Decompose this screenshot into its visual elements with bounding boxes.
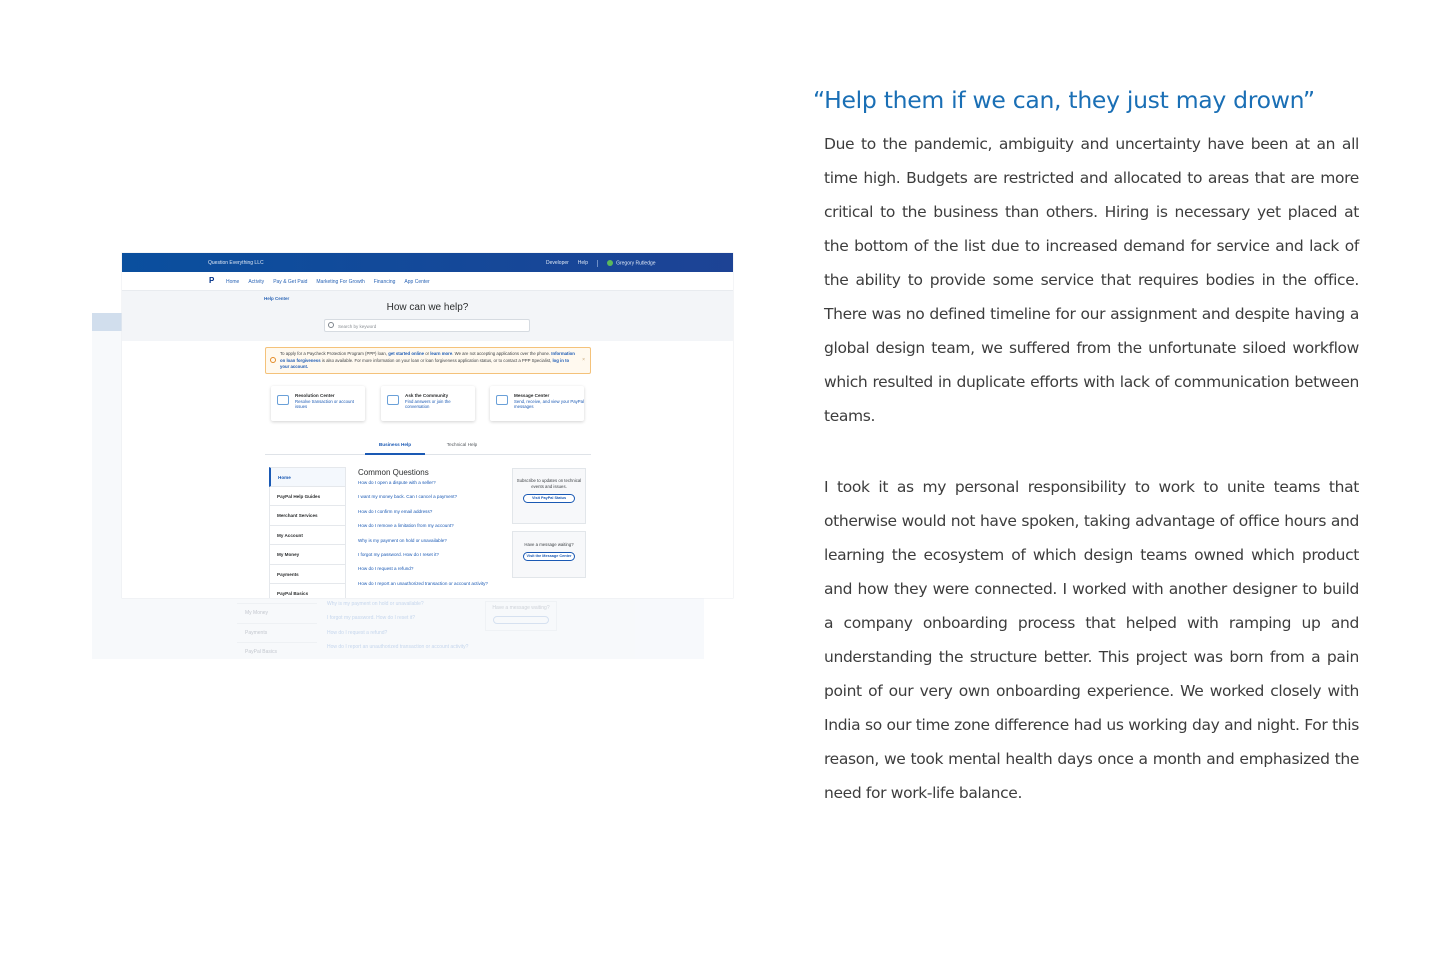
nav-items	[226, 279, 430, 285]
card-desc: Find answers or join the conversation	[405, 398, 451, 409]
question-link[interactable]: I want my money back. Can I cancel a payment?	[358, 494, 458, 500]
question-link[interactable]: Why is my payment on hold or unavailable?	[358, 537, 447, 543]
help-title: How can we help?	[386, 302, 469, 313]
user-name: Gregory Rutledge	[616, 260, 656, 267]
nav-home[interactable]: Home	[226, 279, 240, 285]
card-desc: Resolve transaction or account issues	[295, 398, 354, 409]
sidebar-item-paypal-basics[interactable]: PayPal Basics	[269, 584, 346, 598]
alert-text: is also available. For more information on your loan or loan forgiveness application status, or to contact a PPP Specialist,	[320, 357, 553, 363]
sidebar-item-home[interactable]: Home	[269, 467, 346, 487]
reflection-question: How do I request a refund?	[327, 629, 388, 636]
message-icon	[496, 395, 508, 405]
reflection-sidebar-item: My Money	[237, 603, 317, 623]
sidebar-item-merchant-services[interactable]: Merchant Services	[269, 506, 346, 526]
article-paragraph: Due to the pandemic, ambiguity and uncertainty have been at an all time high. Budgets are restricted and allocated to areas that are more critical to the business than others. Hiring is necessary yet placed at the bottom of the list due to increased demand for service and lack of the ability to provide some service that requires bodies in the office. There was no defined timeline for our assignment and despite having a global design team, we suffered from the unfortunate siloed workflow which resulted in duplicate efforts with lack of communication between teams.	[824, 135, 1359, 425]
nav-app-center[interactable]: App Center	[404, 279, 430, 285]
avatar	[607, 260, 613, 266]
reflection-question: Why is my payment on hold or unavailable?	[327, 601, 424, 607]
question-link[interactable]: How do I request a refund?	[358, 566, 414, 572]
question-link[interactable]: How do I open a dispute with a seller?	[358, 480, 436, 485]
tab-technical-help[interactable]: Technical Help	[446, 442, 478, 447]
common-questions-heading: Common Questions	[358, 468, 429, 477]
visit-paypal-status-button[interactable]: Visit PayPal Status	[523, 494, 575, 503]
paypal-top-bar	[122, 253, 733, 272]
get-started-link[interactable]: get started online	[388, 351, 425, 356]
tab-business-help[interactable]: Business Help	[365, 442, 425, 455]
reflection-message-card	[485, 601, 557, 631]
alert-text: or	[424, 351, 431, 356]
log-in-link[interactable]: log in to your account.	[280, 357, 570, 369]
card-title: Resolution Center	[295, 393, 335, 398]
sidebar-item-help-guides[interactable]: PayPal Help Guides	[269, 487, 346, 507]
reflection-questions	[327, 601, 468, 659]
search-input[interactable]	[324, 319, 530, 332]
alert-text: To apply for a Paycheck Protection Program (PPP) loan,	[280, 351, 389, 356]
reflection-sidebar	[237, 603, 317, 659]
chat-icon	[277, 395, 289, 405]
question-link[interactable]: How do I remove a limitation from my account?	[358, 523, 454, 529]
paypal-main-nav	[122, 272, 733, 291]
paypal-status-card	[512, 468, 586, 524]
bulb-icon	[387, 395, 399, 405]
message-center-card[interactable]	[490, 386, 584, 421]
ppp-alert-banner	[265, 347, 591, 374]
warning-icon	[270, 357, 276, 363]
ask-community-card[interactable]	[381, 386, 475, 421]
paypal-logo-icon[interactable]: P	[209, 276, 215, 285]
reflection-message-button	[493, 616, 549, 624]
breadcrumb[interactable]: Help Center	[264, 296, 290, 301]
question-link[interactable]: I forgot my password. How do I reset it?	[358, 551, 439, 557]
card-desc: Send, receive, and view your PayPal messages	[514, 398, 584, 409]
common-questions	[358, 468, 508, 595]
nav-financing[interactable]: Financing	[373, 279, 396, 285]
help-tabs	[265, 438, 591, 455]
resolution-center-card[interactable]	[271, 386, 365, 421]
search-icon	[328, 322, 334, 328]
card-title: Ask the Community	[405, 393, 449, 398]
reflection-message-text: Have a message waiting?	[492, 605, 550, 611]
company-name: Question Everything LLC	[208, 259, 264, 266]
reflection-question: How do I report an unauthorized transaction or account activity?	[327, 644, 469, 651]
card-title: Message Center	[514, 393, 550, 398]
status-card-text: Subscribe to updates on technical events and issues.	[516, 478, 582, 489]
reflection-question: I forgot my password. How do I reset it?	[327, 615, 416, 622]
top-bar-links	[546, 260, 656, 267]
article-paragraph: I took it as my personal responsibility to work to unite teams that otherwise would not have spoken, taking advantage of office hours and learning the ecosystem of which design teams owned which product and how they were connected. I worked with another designer to build a company onboarding process that helped with ramping up and understanding the structure better. This project was born from a pain point of our very own onboarding experience. We worked closely with India so our time zone difference had us working day and night. For this reason, we took mental health days once a month and emphasized the need for work-life balance.	[824, 478, 1359, 802]
developer-link[interactable]: Developer	[546, 260, 569, 266]
learn-more-link[interactable]: learn more	[430, 351, 453, 356]
reflection-accent	[92, 313, 122, 331]
message-waiting-card	[512, 531, 586, 578]
search-placeholder: Search by keyword	[338, 323, 377, 329]
nav-activity[interactable]: Activity	[248, 279, 265, 285]
alert-text: . We are not accepting applications over the phone.	[452, 351, 552, 356]
top-bar-divider	[597, 260, 598, 267]
paypal-help-center-screenshot	[122, 253, 733, 598]
message-card-text: Have a message waiting?	[524, 542, 574, 547]
loan-forgiveness-link[interactable]: Information on loan forgiveness	[280, 351, 575, 363]
article-title: “Help them if we can, they just may drown”	[813, 86, 1315, 114]
nav-pay-get-paid[interactable]: Pay & Get Paid	[273, 279, 308, 285]
help-sidebar	[269, 467, 346, 598]
question-link[interactable]: How do I confirm my email address?	[358, 508, 433, 514]
reflection-sidebar-item: Payments	[237, 623, 317, 643]
visit-message-center-button[interactable]: Visit the Message Center	[523, 552, 575, 561]
question-link[interactable]: How do I report an unauthorized transaction or account activity?	[358, 580, 488, 586]
sidebar-item-my-money[interactable]: My Money	[269, 545, 346, 565]
help-hero	[122, 291, 733, 341]
reflection-sidebar-item: PayPal Basics	[237, 642, 317, 659]
nav-marketing[interactable]: Marketing For Growth	[316, 279, 365, 285]
help-link[interactable]: Help	[577, 260, 589, 266]
user-menu[interactable]	[607, 260, 655, 266]
close-icon[interactable]: ×	[582, 357, 585, 363]
sidebar-item-payments[interactable]: Payments	[269, 565, 346, 585]
sidebar-item-my-account[interactable]: My Account	[269, 526, 346, 546]
